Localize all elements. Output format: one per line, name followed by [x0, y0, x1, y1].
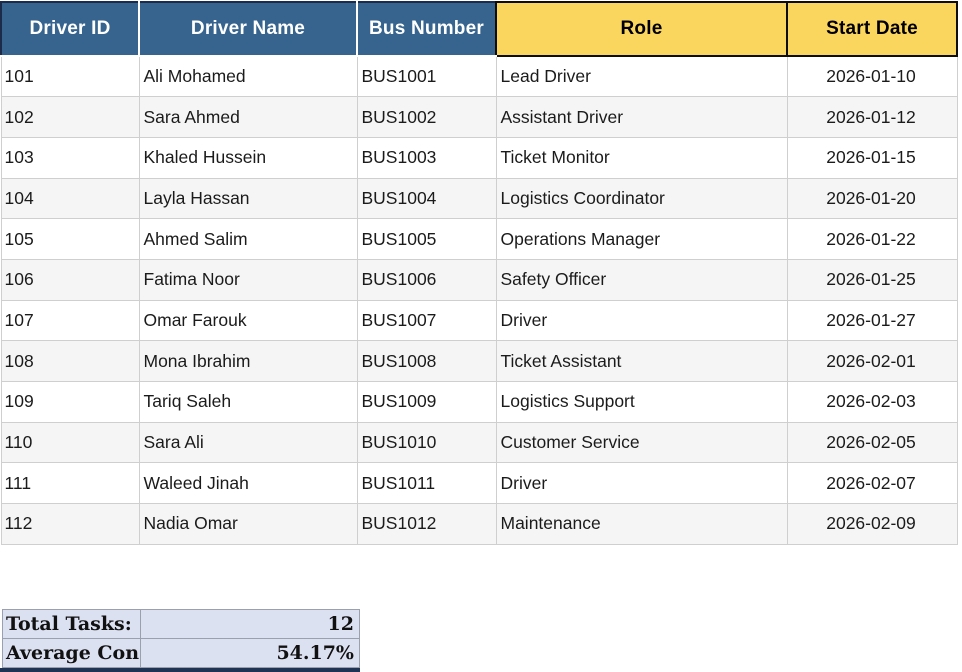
table-row [1, 422, 957, 463]
table-row [1, 137, 957, 178]
table-row [1, 341, 957, 382]
cell-driver-id[interactable]: 101 [1, 56, 139, 97]
total-tasks-label[interactable]: Total Tasks: [3, 610, 141, 638]
cell-bus-number[interactable]: BUS1001 [357, 56, 496, 97]
cell-bus-number[interactable]: BUS1002 [357, 97, 496, 138]
cell-role[interactable]: Assistant Driver [496, 97, 787, 138]
column-header-role[interactable]: Role [496, 2, 787, 56]
column-header-driver-name[interactable]: Driver Name [139, 2, 357, 56]
cell-bus-number[interactable]: BUS1010 [357, 422, 496, 463]
cell-driver-name[interactable]: Fatima Noor [139, 259, 357, 300]
cell-driver-name[interactable]: Omar Farouk [139, 300, 357, 341]
driver-roster-table [0, 1, 958, 545]
cell-driver-name[interactable]: Khaled Hussein [139, 137, 357, 178]
table-row [1, 56, 957, 97]
average-completion-value[interactable]: 54.17% [276, 642, 354, 664]
column-header-driver-id[interactable]: Driver ID [1, 2, 139, 56]
cell-start-date[interactable]: 2026-02-09 [787, 504, 957, 545]
cutoff-row-strip [0, 668, 360, 672]
total-tasks-value[interactable]: 12 [327, 613, 354, 635]
cell-role[interactable]: Driver [496, 463, 787, 504]
cell-role[interactable]: Logistics Support [496, 382, 787, 423]
cell-driver-id[interactable]: 112 [1, 504, 139, 545]
cell-driver-id[interactable]: 108 [1, 341, 139, 382]
header-row [1, 2, 957, 56]
cell-driver-name[interactable]: Nadia Omar [139, 504, 357, 545]
cell-start-date[interactable]: 2026-01-20 [787, 178, 957, 219]
cell-start-date[interactable]: 2026-02-07 [787, 463, 957, 504]
cell-driver-name[interactable]: Layla Hassan [139, 178, 357, 219]
cell-driver-id[interactable]: 105 [1, 219, 139, 260]
table-row [1, 259, 957, 300]
cell-role[interactable]: Driver [496, 300, 787, 341]
cell-start-date[interactable]: 2026-01-25 [787, 259, 957, 300]
cell-role[interactable]: Safety Officer [496, 259, 787, 300]
cell-role[interactable]: Maintenance [496, 504, 787, 545]
cell-bus-number[interactable]: BUS1012 [357, 504, 496, 545]
table-row [1, 97, 957, 138]
cell-driver-name[interactable]: Sara Ahmed [139, 97, 357, 138]
cell-driver-name[interactable]: Tariq Saleh [139, 382, 357, 423]
cell-bus-number[interactable]: BUS1007 [357, 300, 496, 341]
cell-role[interactable]: Customer Service [496, 422, 787, 463]
table-row [1, 300, 957, 341]
cell-start-date[interactable]: 2026-01-27 [787, 300, 957, 341]
cell-bus-number[interactable]: BUS1005 [357, 219, 496, 260]
cell-bus-number[interactable]: BUS1008 [357, 341, 496, 382]
cell-driver-id[interactable]: 109 [1, 382, 139, 423]
summary-panel [2, 609, 360, 668]
table-row [1, 178, 957, 219]
cell-start-date[interactable]: 2026-01-22 [787, 219, 957, 260]
cell-driver-id[interactable]: 110 [1, 422, 139, 463]
cell-driver-name[interactable]: Waleed Jinah [139, 463, 357, 504]
summary-row-average-completion [2, 638, 360, 668]
cell-role[interactable]: Operations Manager [496, 219, 787, 260]
table-body [1, 56, 957, 544]
cell-start-date[interactable]: 2026-01-12 [787, 97, 957, 138]
cell-start-date[interactable]: 2026-02-01 [787, 341, 957, 382]
cell-role[interactable]: Ticket Assistant [496, 341, 787, 382]
cell-bus-number[interactable]: BUS1006 [357, 259, 496, 300]
cell-driver-id[interactable]: 111 [1, 463, 139, 504]
column-header-bus-number[interactable]: Bus Number [357, 2, 496, 56]
cell-driver-id[interactable]: 107 [1, 300, 139, 341]
cell-start-date[interactable]: 2026-02-05 [787, 422, 957, 463]
table-row [1, 504, 957, 545]
cell-driver-name[interactable]: Sara Ali [139, 422, 357, 463]
cell-bus-number[interactable]: BUS1004 [357, 178, 496, 219]
table-row [1, 219, 957, 260]
cell-role[interactable]: Logistics Coordinator [496, 178, 787, 219]
table-row [1, 382, 957, 423]
cell-bus-number[interactable]: BUS1003 [357, 137, 496, 178]
table-row [1, 463, 957, 504]
cell-driver-name[interactable]: Ali Mohamed [139, 56, 357, 97]
column-header-start-date[interactable]: Start Date [787, 2, 957, 56]
cell-driver-name[interactable]: Mona Ibrahim [139, 341, 357, 382]
cell-role[interactable]: Lead Driver [496, 56, 787, 97]
cell-driver-name[interactable]: Ahmed Salim [139, 219, 357, 260]
cell-role[interactable]: Ticket Monitor [496, 137, 787, 178]
cell-driver-id[interactable]: 106 [1, 259, 139, 300]
cell-bus-number[interactable]: BUS1009 [357, 382, 496, 423]
average-completion-label[interactable]: Average Con [3, 639, 141, 667]
cell-driver-id[interactable]: 103 [1, 137, 139, 178]
cell-start-date[interactable]: 2026-02-03 [787, 382, 957, 423]
cell-start-date[interactable]: 2026-01-10 [787, 56, 957, 97]
cell-bus-number[interactable]: BUS1011 [357, 463, 496, 504]
cell-driver-id[interactable]: 102 [1, 97, 139, 138]
cell-start-date[interactable]: 2026-01-15 [787, 137, 957, 178]
summary-row-total-tasks [2, 609, 360, 639]
cell-driver-id[interactable]: 104 [1, 178, 139, 219]
